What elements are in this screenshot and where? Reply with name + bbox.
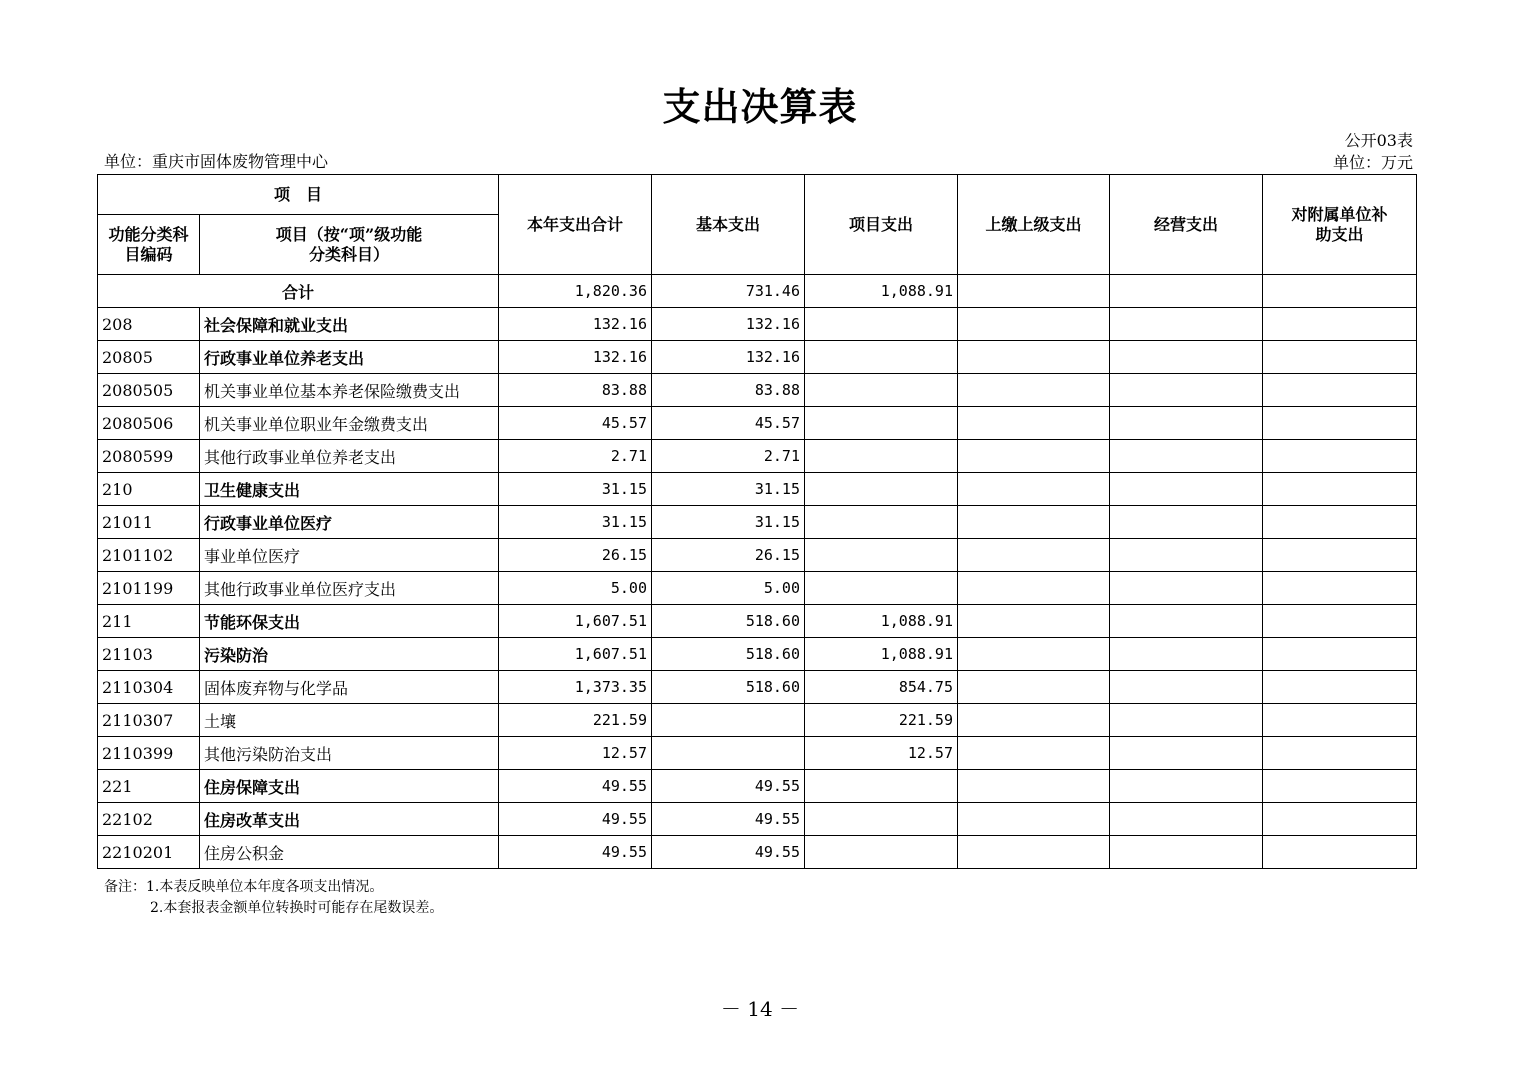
- upper-cell: [958, 539, 1110, 572]
- project-cell: [805, 506, 958, 539]
- basic-cell: 518.60: [652, 671, 805, 704]
- subsidy-cell: [1263, 737, 1417, 770]
- name-cell: 其他污染防治支出: [200, 737, 499, 770]
- total-cell: 221.59: [499, 704, 652, 737]
- header-upper: 上缴上级支出: [958, 175, 1110, 275]
- basic-cell: 5.00: [652, 572, 805, 605]
- business-cell: [1110, 506, 1263, 539]
- business-cell: [1110, 836, 1263, 869]
- total-row: [98, 275, 1417, 308]
- table-row: [98, 440, 1417, 473]
- subsidy-cell: [1263, 374, 1417, 407]
- subsidy-cell: [1263, 704, 1417, 737]
- total-cell: 83.88: [499, 374, 652, 407]
- upper-cell: [958, 374, 1110, 407]
- table-row: [98, 572, 1417, 605]
- name-cell: 行政事业单位医疗: [200, 506, 499, 539]
- total-cell: 49.55: [499, 770, 652, 803]
- basic-cell: [652, 737, 805, 770]
- total-label: 合计: [98, 275, 499, 308]
- project-cell: [805, 770, 958, 803]
- total-cell: 12.57: [499, 737, 652, 770]
- expenditure-table: [97, 174, 1417, 869]
- upper-cell: [958, 770, 1110, 803]
- basic-cell: 31.15: [652, 473, 805, 506]
- business-cell: [1110, 440, 1263, 473]
- upper-cell: [958, 605, 1110, 638]
- basic-cell: 49.55: [652, 836, 805, 869]
- code-cell: 2101199: [98, 572, 200, 605]
- subsidy-cell: [1263, 605, 1417, 638]
- table-row: [98, 308, 1417, 341]
- code-cell: 22102: [98, 803, 200, 836]
- upper-cell: [958, 803, 1110, 836]
- total-cell: 49.55: [499, 803, 652, 836]
- subsidy-cell: [1263, 836, 1417, 869]
- name-cell: 社会保障和就业支出: [200, 308, 499, 341]
- header-item: 项 目: [98, 175, 499, 215]
- business-cell: [1110, 737, 1263, 770]
- table-row: [98, 374, 1417, 407]
- basic-cell: 49.55: [652, 803, 805, 836]
- code-cell: 211: [98, 605, 200, 638]
- upper-cell: [958, 572, 1110, 605]
- subsidy-cell: [1263, 275, 1417, 308]
- name-cell: 固体废弃物与化学品: [200, 671, 499, 704]
- table-row: [98, 506, 1417, 539]
- table-row: [98, 704, 1417, 737]
- name-cell: 卫生健康支出: [200, 473, 499, 506]
- basic-cell: 45.57: [652, 407, 805, 440]
- business-cell: [1110, 341, 1263, 374]
- form-code: 公开03表: [1344, 131, 1413, 150]
- business-cell: [1110, 572, 1263, 605]
- code-cell: 2110304: [98, 671, 200, 704]
- note-1: 备注：1.本表反映单位本年度各项支出情况。: [104, 879, 384, 895]
- table-row: [98, 803, 1417, 836]
- project-cell: [805, 440, 958, 473]
- code-cell: 2101102: [98, 539, 200, 572]
- code-cell: 2110399: [98, 737, 200, 770]
- name-cell: 住房改革支出: [200, 803, 499, 836]
- total-cell: 31.15: [499, 506, 652, 539]
- total-cell: 1,607.51: [499, 638, 652, 671]
- project-cell: 1,088.91: [805, 275, 958, 308]
- page-number: － 14 －: [720, 997, 800, 1021]
- subsidy-cell: [1263, 473, 1417, 506]
- table-row: [98, 341, 1417, 374]
- name-cell: 节能环保支出: [200, 605, 499, 638]
- unit-label: 单位：万元: [1332, 153, 1413, 172]
- code-cell: 2080506: [98, 407, 200, 440]
- subsidy-cell: [1263, 803, 1417, 836]
- name-cell: 行政事业单位养老支出: [200, 341, 499, 374]
- project-cell: [805, 473, 958, 506]
- name-cell: 土壤: [200, 704, 499, 737]
- upper-cell: [958, 638, 1110, 671]
- total-cell: 1,373.35: [499, 671, 652, 704]
- basic-cell: 26.15: [652, 539, 805, 572]
- table-row: [98, 407, 1417, 440]
- code-cell: 21103: [98, 638, 200, 671]
- subsidy-cell: [1263, 341, 1417, 374]
- code-cell: 2080505: [98, 374, 200, 407]
- business-cell: [1110, 803, 1263, 836]
- total-cell: 132.16: [499, 308, 652, 341]
- header-subsidy: 对附属单位补助支出: [1263, 175, 1417, 275]
- subsidy-cell: [1263, 440, 1417, 473]
- upper-cell: [958, 275, 1110, 308]
- business-cell: [1110, 770, 1263, 803]
- notes: [104, 877, 443, 919]
- total-cell: 31.15: [499, 473, 652, 506]
- total-cell: 45.57: [499, 407, 652, 440]
- subsidy-cell: [1263, 308, 1417, 341]
- upper-cell: [958, 341, 1110, 374]
- table-row: [98, 539, 1417, 572]
- upper-cell: [958, 671, 1110, 704]
- total-cell: 2.71: [499, 440, 652, 473]
- upper-cell: [958, 407, 1110, 440]
- name-cell: 污染防治: [200, 638, 499, 671]
- project-cell: [805, 803, 958, 836]
- upper-cell: [958, 737, 1110, 770]
- project-cell: [805, 572, 958, 605]
- upper-cell: [958, 704, 1110, 737]
- upper-cell: [958, 308, 1110, 341]
- project-cell: [805, 407, 958, 440]
- total-cell: 1,820.36: [499, 275, 652, 308]
- project-cell: 1,088.91: [805, 605, 958, 638]
- business-cell: [1110, 308, 1263, 341]
- basic-cell: 83.88: [652, 374, 805, 407]
- table-row: [98, 836, 1417, 869]
- name-cell: 事业单位医疗: [200, 539, 499, 572]
- code-cell: 20805: [98, 341, 200, 374]
- basic-cell: 518.60: [652, 605, 805, 638]
- project-cell: 1,088.91: [805, 638, 958, 671]
- subsidy-cell: [1263, 638, 1417, 671]
- business-cell: [1110, 374, 1263, 407]
- subsidy-cell: [1263, 506, 1417, 539]
- subsidy-cell: [1263, 539, 1417, 572]
- table-row: [98, 737, 1417, 770]
- business-cell: [1110, 638, 1263, 671]
- business-cell: [1110, 671, 1263, 704]
- name-cell: 住房保障支出: [200, 770, 499, 803]
- code-cell: 221: [98, 770, 200, 803]
- total-cell: 5.00: [499, 572, 652, 605]
- code-cell: 21011: [98, 506, 200, 539]
- header-business: 经营支出: [1110, 175, 1263, 275]
- business-cell: [1110, 704, 1263, 737]
- org-label: 单位：重庆市固体废物管理中心: [104, 152, 329, 171]
- code-cell: 2110307: [98, 704, 200, 737]
- basic-cell: 518.60: [652, 638, 805, 671]
- name-cell: 其他行政事业单位医疗支出: [200, 572, 499, 605]
- name-cell: 机关事业单位职业年金缴费支出: [200, 407, 499, 440]
- note-2: 2.本套报表金额单位转换时可能存在尾数误差。: [150, 900, 444, 916]
- table-row: [98, 605, 1417, 638]
- upper-cell: [958, 836, 1110, 869]
- subsidy-cell: [1263, 407, 1417, 440]
- basic-cell: 31.15: [652, 506, 805, 539]
- project-cell: 221.59: [805, 704, 958, 737]
- basic-cell: [652, 704, 805, 737]
- basic-cell: 49.55: [652, 770, 805, 803]
- basic-cell: 2.71: [652, 440, 805, 473]
- project-cell: [805, 341, 958, 374]
- name-cell: 住房公积金: [200, 836, 499, 869]
- basic-cell: 731.46: [652, 275, 805, 308]
- code-cell: 2080599: [98, 440, 200, 473]
- business-cell: [1110, 473, 1263, 506]
- subsidy-cell: [1263, 770, 1417, 803]
- header-func-name: 项目（按“项”级功能分类科目）: [200, 215, 499, 275]
- total-cell: 132.16: [499, 341, 652, 374]
- basic-cell: 132.16: [652, 308, 805, 341]
- code-cell: 210: [98, 473, 200, 506]
- business-cell: [1110, 407, 1263, 440]
- code-cell: 208: [98, 308, 200, 341]
- subsidy-cell: [1263, 671, 1417, 704]
- total-cell: 26.15: [499, 539, 652, 572]
- header-project: 项目支出: [805, 175, 958, 275]
- total-cell: 49.55: [499, 836, 652, 869]
- upper-cell: [958, 506, 1110, 539]
- total-cell: 1,607.51: [499, 605, 652, 638]
- project-cell: [805, 836, 958, 869]
- subsidy-cell: [1263, 572, 1417, 605]
- project-cell: [805, 539, 958, 572]
- header-func-code: 功能分类科目编码: [98, 215, 200, 275]
- basic-cell: 132.16: [652, 341, 805, 374]
- business-cell: [1110, 275, 1263, 308]
- upper-cell: [958, 473, 1110, 506]
- project-cell: 854.75: [805, 671, 958, 704]
- table-row: [98, 770, 1417, 803]
- business-cell: [1110, 539, 1263, 572]
- table-row: [98, 638, 1417, 671]
- table-row: [98, 671, 1417, 704]
- header-basic: 基本支出: [652, 175, 805, 275]
- project-cell: [805, 308, 958, 341]
- project-cell: 12.57: [805, 737, 958, 770]
- header-total: 本年支出合计: [499, 175, 652, 275]
- upper-cell: [958, 440, 1110, 473]
- table-row: [98, 473, 1417, 506]
- name-cell: 机关事业单位基本养老保险缴费支出: [200, 374, 499, 407]
- business-cell: [1110, 605, 1263, 638]
- code-cell: 2210201: [98, 836, 200, 869]
- name-cell: 其他行政事业单位养老支出: [200, 440, 499, 473]
- page-title: 支出决算表: [662, 84, 858, 129]
- project-cell: [805, 374, 958, 407]
